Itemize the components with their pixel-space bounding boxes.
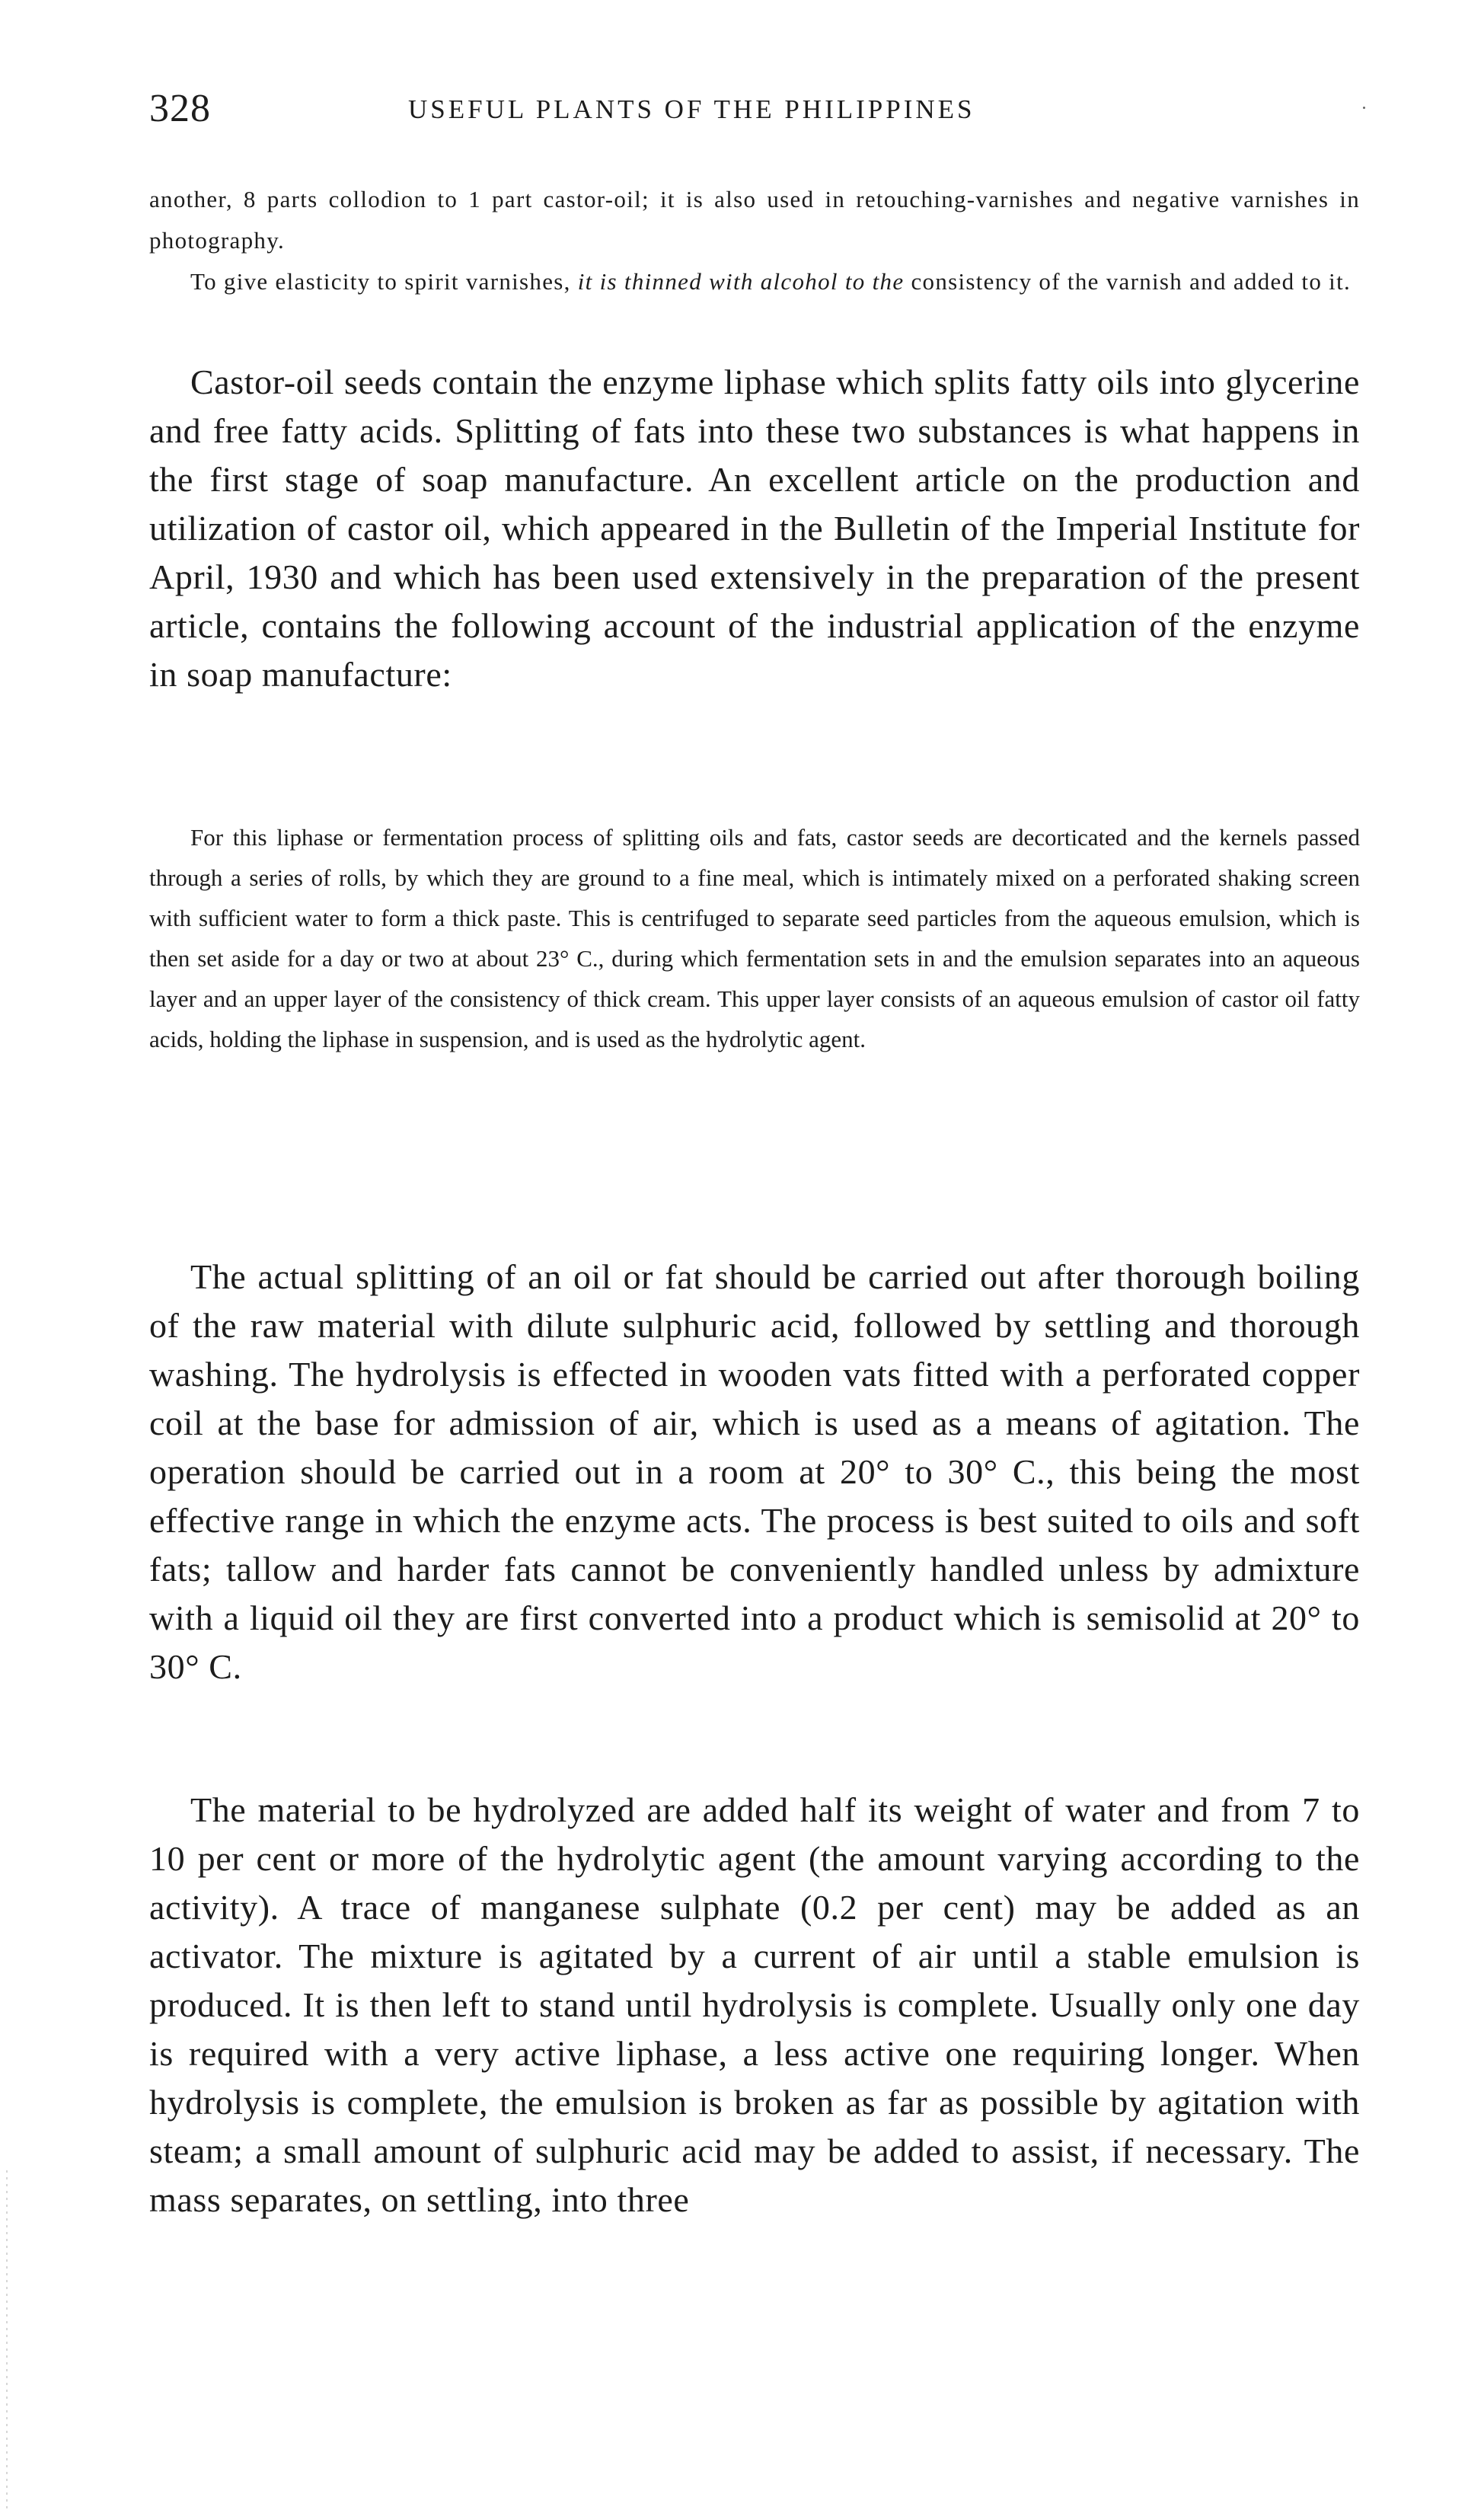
- paragraph-castor-oil-seeds: Castor-oil seeds contain the enzyme liphase which splits fatty oils into glycerine and free fatty acids. Splitting of fats into these two substances is what happens in the first stage of soap manufacture. An excellent article on the production and utilization of castor oil, which appeared in the Bulletin of the Imperial Institute for April, 1930 and which has been used extensively in the preparation of the present article, contains the following account of the industrial application of the enzyme in soap manufacture:: [149, 362, 1360, 694]
- note-elasticity-end: consistency of the varnish and added to it.: [904, 268, 1352, 295]
- paragraph-material-hydrolyzed: The material to be hydrolyzed are added half its weight of water and from 7 to 10 per cent or more of the hydrolytic agent (the amount varying according to the activity). A trace of manganese sulphate (0.2 per cent) may be added as an activator. The mixture is agitated by a current of air until a stable emulsion is produced. It is then left to stand until hydrolysis is complete. Usually only one day is required with a very active liphase, a less active one requiring longer. When hydrolysis is complete, the emulsion is broken as far as possible by agitation with steam; a small amount of sulphuric acid may be added to assist, if necessary. The mass separates, on settling, into three: [149, 1790, 1360, 2219]
- scan-edge-artifact: [6, 2170, 8, 2513]
- note-collodion: another, 8 parts collodion to 1 part castor-oil; it is also used in retouching-varnishes and negative varnishes in photography.: [149, 186, 1360, 254]
- scan-speck: [1363, 107, 1365, 109]
- running-title: USEFUL PLANTS OF THE PHILIPPINES: [408, 94, 975, 124]
- note-elasticity: [149, 261, 1360, 302]
- note-elasticity-italic: it is thinned with alcohol to the: [577, 268, 905, 295]
- page-number: 328: [149, 87, 211, 130]
- paragraph-actual-splitting: The actual splitting of an oil or fat should be carried out after thorough boiling of the raw material with dilute sulphuric acid, followed by settling and thorough washing. The hydrolysis is effected in wooden vats fitted with a perforated copper coil at the base for admission of air, which is used as a means of agitation. The operation should be carried out in a room at 20° to 30° C., this being the most effective range in which the enzyme acts. The process is best suited to oils and soft fats; tallow and harder fats cannot be conveniently handled unless by admixture with a liquid oil they are first converted into a product which is semisolid at 20° to 30° C.: [149, 1257, 1360, 1686]
- varnish-notes: [149, 179, 1360, 302]
- running-head: [149, 82, 1360, 136]
- quoted-liphase-process: For this liphase or fermentation process of splitting oils and fats, castor seeds are decorticated and the kernels passed through a series of rolls, by which they are ground to a fine meal, which is intimately mixed on a perforated shaking screen with sufficient water to form a thick paste. This is centrifuged to separate seed particles from the aqueous emulsion, which is then set aside for a day or two at about 23° C., during which fermentation sets in and the emulsion separates into an aqueous layer and an upper layer of the consistency of thick cream. This upper layer consists of an aqueous emulsion of castor oil fatty acids, holding the liphase in suspension, and is used as the hydrolytic agent.: [149, 824, 1360, 1052]
- note-elasticity-start: To give elasticity to spirit varnishes,: [190, 268, 578, 295]
